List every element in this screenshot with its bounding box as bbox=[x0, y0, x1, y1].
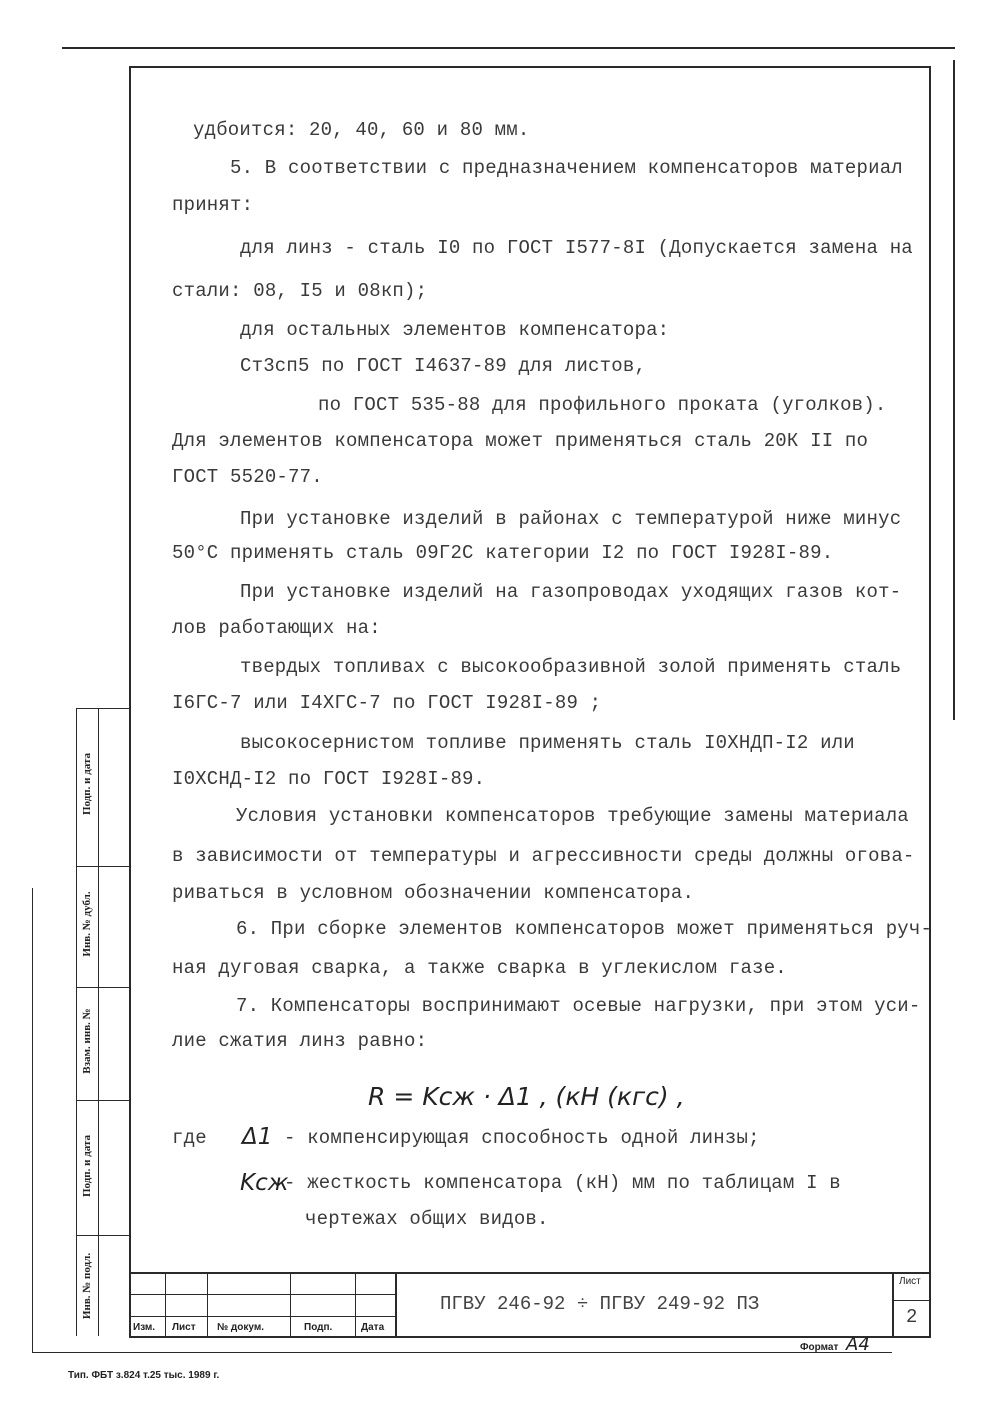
delta-description: - компенсирующая способность одной линзы; bbox=[284, 1127, 760, 1149]
body-line: 5. В соответствии с предназначением компенсаторов материал bbox=[230, 157, 903, 179]
side-label-sign-date-2: Подп. и дата bbox=[81, 1134, 93, 1198]
left-edge-mark bbox=[32, 888, 33, 1352]
body-line: При установке изделий в районах с температурой ниже минус bbox=[240, 508, 902, 530]
col-label-sheet: Лист bbox=[172, 1322, 196, 1333]
right-edge-mark bbox=[953, 60, 955, 720]
body-line: Ст3сп5 по ГОСТ I4637-89 для листов, bbox=[240, 355, 647, 377]
top-rule bbox=[62, 47, 955, 49]
body-line: для линз - сталь I0 по ГОСТ I577-8I (Допускается замена на bbox=[240, 237, 913, 259]
body-line: Условия установки компенсаторов требующие замены материала bbox=[236, 805, 909, 827]
body-line: I6ГС-7 или I4ХГС-7 по ГОСТ I928I-89 ; bbox=[172, 692, 602, 714]
body-line: высокосернистом топливе применять сталь I0ХНДП-I2 или bbox=[240, 732, 855, 754]
format-value: А4 bbox=[846, 1334, 870, 1355]
body-line: стали: 08, I5 и 08кп); bbox=[172, 280, 428, 302]
print-info: Тип. ФБТ з.824 т.25 тыс. 1989 г. bbox=[68, 1370, 220, 1381]
sheet-number: 2 bbox=[906, 1306, 918, 1328]
col-label-doc-number: № докум. bbox=[217, 1322, 264, 1333]
side-label-replace-inv: Взам. инв. № bbox=[81, 1008, 93, 1074]
stiffness-symbol: Kсж bbox=[240, 1170, 289, 1196]
body-line: 7. Компенсаторы воспринимают осевые нагрузки, при этом уси- bbox=[236, 995, 921, 1017]
body-line: При установке изделий на газопроводах уходящих газов кот- bbox=[240, 581, 902, 603]
body-line: твердых топливах с высокообразивной золой применять сталь bbox=[240, 656, 902, 678]
outer-bottom-rule bbox=[32, 1352, 892, 1353]
body-line: риваться в условном обозначении компенсатора. bbox=[172, 882, 695, 904]
document-code: ПГВУ 246-92 ÷ ПГВУ 249-92 ПЗ bbox=[440, 1293, 760, 1315]
delta-symbol: Δ1 bbox=[242, 1124, 273, 1150]
body-line: для остальных элементов компенсатора: bbox=[240, 319, 670, 341]
body-line: в зависимости от температуры и агрессивности среды должны огова- bbox=[172, 845, 915, 867]
side-label-sign-date-1: Подп. и дата bbox=[81, 752, 93, 816]
frame-bottom-border bbox=[129, 1336, 931, 1338]
sheet-label: Лист bbox=[899, 1276, 921, 1287]
body-line: I0ХСНД-I2 по ГОСТ I928I-89. bbox=[172, 768, 486, 790]
body-line: 50°С применять сталь 09Г2С категории I2 по ГОСТ I928I-89. bbox=[172, 542, 834, 564]
frame-top-border bbox=[129, 66, 931, 68]
body-line: удбоится: 20, 40, 60 и 80 мм. bbox=[193, 119, 530, 141]
frame-right-border bbox=[929, 66, 931, 1338]
body-line: лие сжатия линз равно: bbox=[172, 1030, 428, 1052]
col-label-signature: Подп. bbox=[304, 1322, 333, 1333]
body-line: принят: bbox=[172, 194, 254, 216]
side-label-orig-inv: Инв. № подл. bbox=[81, 1252, 93, 1320]
body-line: 6. При сборке элементов компенсаторов может применяться руч- bbox=[236, 918, 933, 940]
body-line: Для элементов компенсатора может применяться сталь 20К II по bbox=[172, 430, 869, 452]
col-label-change: Изм. bbox=[133, 1322, 156, 1333]
stiffness-description: - жесткость компенсатора (кН) мм по таблицам I в bbox=[284, 1172, 841, 1194]
where-label: где bbox=[172, 1127, 207, 1149]
body-line: по ГОСТ 535-88 для профильного проката (уголков). bbox=[318, 394, 887, 416]
body-line: ная дуговая сварка, а также сварка в углекислом газе. bbox=[172, 957, 787, 979]
format-label: Формат bbox=[800, 1342, 839, 1353]
col-label-date: Дата bbox=[361, 1322, 385, 1333]
stiffness-description-cont: чертежах общих видов. bbox=[305, 1208, 549, 1230]
force-formula: R = Kсж · Δ1 , (кН (кгс) , bbox=[368, 1082, 685, 1111]
body-line: лов работающих на: bbox=[172, 617, 381, 639]
body-line: ГОСТ 5520-77. bbox=[172, 466, 323, 488]
frame-left-border bbox=[129, 66, 131, 1338]
side-label-dup-inv: Инв. № дубл. bbox=[81, 891, 93, 957]
